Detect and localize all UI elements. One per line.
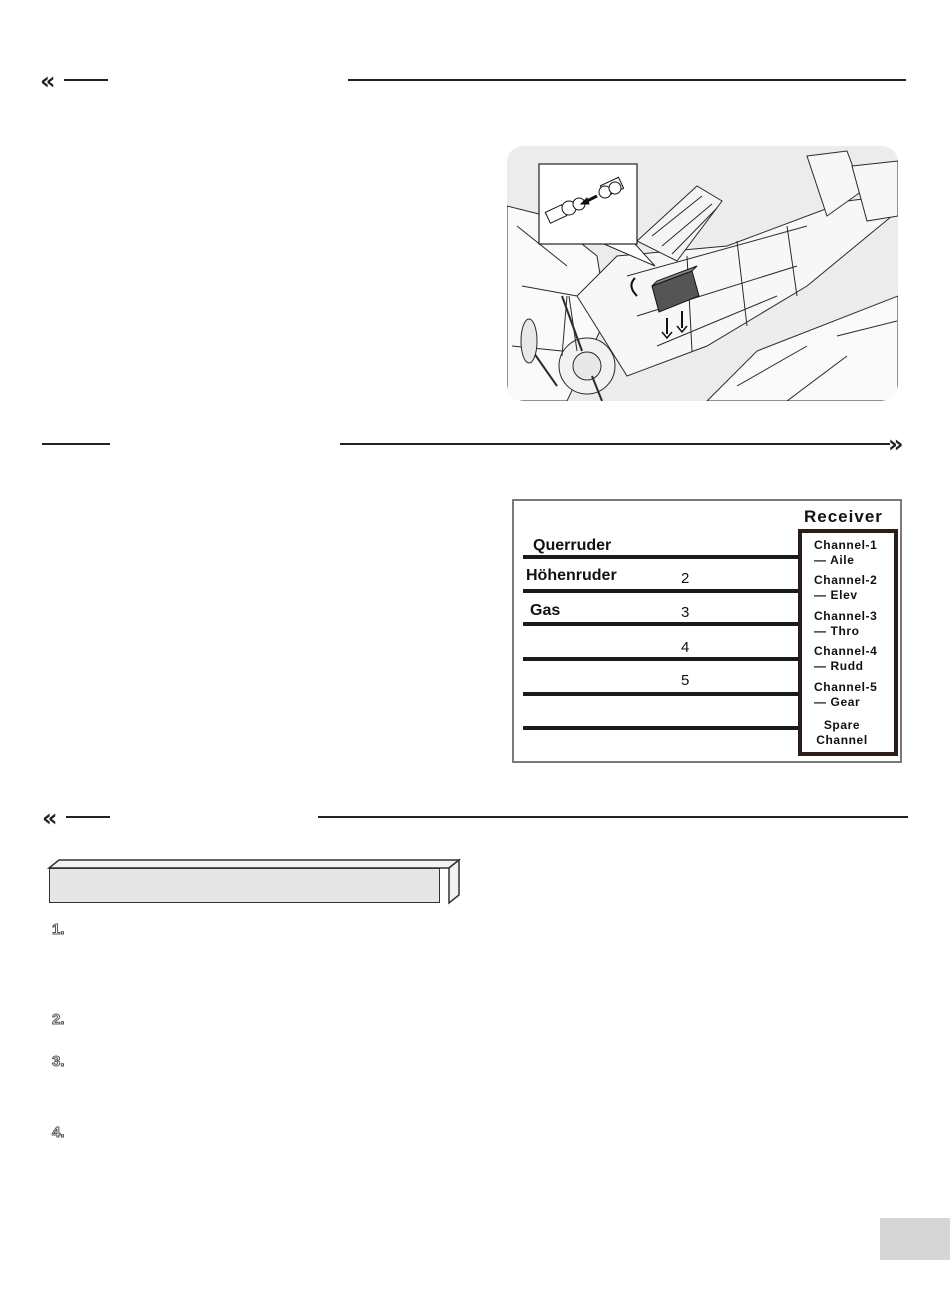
- channel-label: Spare Channel: [816, 718, 868, 747]
- channel-label: Channel-3 — Thro: [814, 609, 878, 638]
- function-label: Querruder: [533, 537, 612, 554]
- double-chevron-left-icon: «: [40, 67, 56, 95]
- channel-label: Channel-1 — Aile: [814, 538, 878, 567]
- section-title-bar: [49, 868, 440, 903]
- wire-channel-2: [523, 589, 798, 593]
- function-number: 4: [681, 639, 690, 656]
- double-chevron-left-icon: «: [42, 804, 58, 832]
- function-number: 3: [681, 604, 690, 621]
- channel-label: Channel-4 — Rudd: [814, 644, 878, 673]
- wire-channel-1: [523, 555, 798, 559]
- wire-channel-5: [523, 692, 798, 696]
- function-label: Höhenruder: [526, 567, 617, 584]
- section-rule-short: [66, 816, 110, 818]
- function-number: 2: [681, 570, 690, 587]
- channel-label: Channel-2 — Elev: [814, 573, 878, 602]
- section-rule-short: [64, 79, 108, 81]
- channel-label: Channel-5 — Gear: [814, 680, 878, 709]
- function-number: 5: [681, 672, 690, 689]
- step-number: 2.: [52, 1011, 65, 1028]
- section-rule-long: [340, 443, 890, 445]
- wire-channel-4: [523, 657, 798, 661]
- wire-channel-3: [523, 622, 798, 626]
- section-rule-short: [42, 443, 110, 445]
- section-rule-long: [318, 816, 908, 818]
- double-chevron-right-icon: »: [888, 430, 904, 458]
- wire-spare-channel: [523, 726, 798, 730]
- function-label: Gas: [530, 602, 561, 619]
- step-number: 1.: [52, 921, 65, 938]
- step-number: 3.: [52, 1053, 65, 1070]
- battery-installation-illustration: [507, 146, 898, 401]
- page-number-tab: [880, 1218, 950, 1260]
- section-rule-long: [348, 79, 906, 81]
- step-number: 4.: [52, 1124, 65, 1141]
- receiver-title: Receiver: [804, 507, 883, 526]
